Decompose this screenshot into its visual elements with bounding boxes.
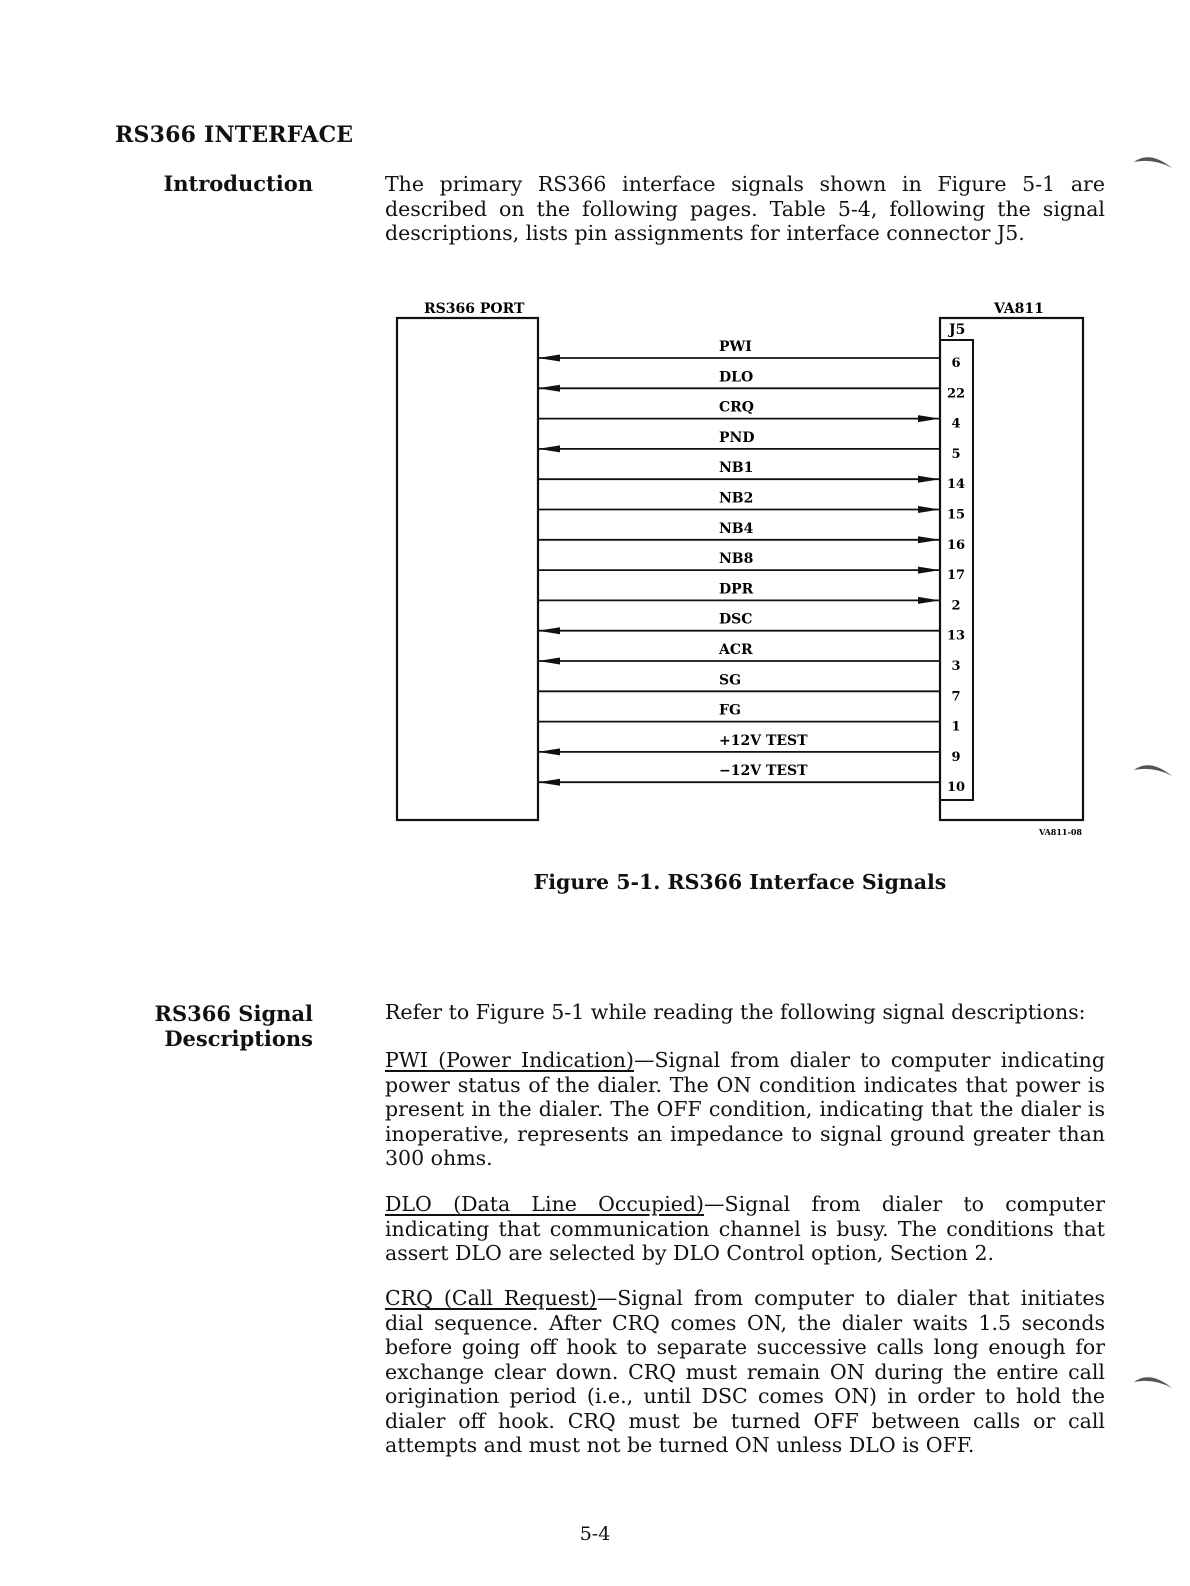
introduction-paragraph: The primary RS366 interface signals shown in Figure 5-1 are described on the following pages. Table 5-4, following the signal descriptions, lists pin assignments for interface connector J5. [385, 172, 1105, 245]
pin-number: 7 [951, 689, 961, 705]
margin-mark [1132, 1372, 1177, 1390]
signal-name: CRQ [719, 399, 754, 416]
arrow-right-icon [918, 506, 940, 513]
pin-number: 16 [946, 537, 966, 553]
signal-row [538, 339, 961, 371]
pin-number: 1 [951, 719, 961, 735]
signal-descriptions-intro: Refer to Figure 5-1 while reading the following signal descriptions: [385, 1000, 1086, 1024]
arrow-right-icon [918, 567, 940, 574]
signal-row [538, 642, 961, 674]
signal-row [538, 430, 961, 462]
pin-number: 10 [946, 780, 966, 796]
signal-row [538, 672, 961, 704]
arrow-right-icon [918, 536, 940, 543]
arrow-right-icon [918, 597, 940, 604]
pin-number: 13 [946, 628, 966, 644]
signal-descriptions-heading-line1: RS366 Signal [154, 1001, 313, 1026]
signal-name: NB2 [719, 490, 754, 507]
signal-name: SG [719, 672, 742, 689]
figure-caption: Figure 5-1. RS366 Interface Signals [533, 870, 947, 894]
arrow-left-icon [538, 385, 560, 392]
dlo-text: —Signal from dialer to computer indicating that communication channel is busy. The conditions that assert DLO are selected by DLO Control option, Section 2. [385, 1192, 1105, 1265]
pin-number: 5 [951, 446, 961, 462]
signal-name: PND [719, 429, 755, 446]
arrow-left-icon [538, 658, 560, 665]
signal-row [538, 612, 965, 644]
pwi-description [385, 1048, 1105, 1171]
pwi-term: PWI (Power Indication) [385, 1048, 635, 1072]
signal-row [538, 551, 965, 583]
signal-name: DSC [719, 611, 753, 628]
signal-row [538, 703, 961, 735]
arrow-left-icon [538, 627, 560, 634]
arrow-left-icon [538, 445, 560, 452]
dlo-term: DLO (Data Line Occupied) [385, 1192, 705, 1216]
signal-name: −12V TEST [719, 763, 808, 780]
pin-number: 6 [951, 356, 961, 371]
rs366-port-label: RS366 PORT [424, 301, 525, 317]
pin-number: 3 [951, 659, 961, 674]
pin-number: 2 [951, 598, 961, 614]
signal-row [538, 491, 965, 523]
drawing-id: VA811-08 [1039, 827, 1082, 837]
margin-mark [1132, 760, 1177, 778]
signal-name: +12V TEST [719, 732, 808, 749]
rs366-port-box [397, 318, 538, 820]
signal-name: DPR [719, 581, 754, 598]
crq-term: CRQ (Call Request) [385, 1286, 597, 1310]
va811-label: VA811 [994, 301, 1044, 317]
signal-row [538, 521, 965, 553]
arrow-right-icon [918, 415, 940, 422]
signal-descriptions-heading-line2: Descriptions [164, 1026, 313, 1051]
pin-number: 15 [946, 507, 966, 523]
signal-row [538, 400, 961, 432]
arrow-left-icon [538, 748, 560, 755]
dlo-description [385, 1192, 1105, 1266]
signal-name: NB1 [719, 460, 754, 477]
signal-name: PWI [719, 339, 752, 355]
signal-name: DLO [719, 369, 754, 386]
signal-name: ACR [719, 642, 753, 658]
signal-name: FG [719, 702, 741, 719]
introduction-heading: Introduction [163, 171, 313, 196]
page-number: 5-4 [579, 1523, 611, 1545]
crq-text: —Signal from computer to dialer that initiates dial sequence. After CRQ comes ON, the dialer waits 1.5 seconds before going off hook to separate successive calls long enough for exchange clear down. CRQ must remain ON during the entire call origination period (i.e., until DSC comes ON) in order to hold the dialer off hook. CRQ must be turned OFF between calls or call attempts and must not be turned ON unless DLO is OFF. [385, 1286, 1105, 1457]
pin-number: 9 [951, 749, 961, 765]
signal-descriptions-heading [150, 1001, 313, 1051]
signal-row [538, 763, 965, 795]
signal-row [538, 581, 961, 613]
signal-row [538, 733, 961, 765]
signal-name: NB8 [719, 551, 754, 568]
pin-number: 22 [946, 386, 966, 402]
signal-name: NB4 [719, 520, 754, 537]
signal-row [538, 460, 965, 492]
arrow-right-icon [918, 476, 940, 483]
pin-number: 4 [951, 416, 961, 432]
arrow-left-icon [538, 355, 560, 362]
j5-label: J5 [949, 322, 966, 338]
arrow-left-icon [538, 779, 560, 786]
pin-number: 17 [946, 568, 966, 584]
pwi-text: —Signal from dialer to computer indicating power status of the dialer. The ON condition indicates that power is present in the dialer. The OFF condition, indicating that the dialer is inoperative, represents an impedance to signal ground greater than 300 ohms. [385, 1048, 1105, 1170]
crq-description [385, 1286, 1105, 1458]
section-title: RS366 INTERFACE [115, 122, 354, 148]
rs366-interface-diagram [380, 290, 1100, 850]
margin-mark [1132, 152, 1177, 170]
pin-number: 14 [946, 477, 966, 493]
signal-row [538, 369, 965, 401]
